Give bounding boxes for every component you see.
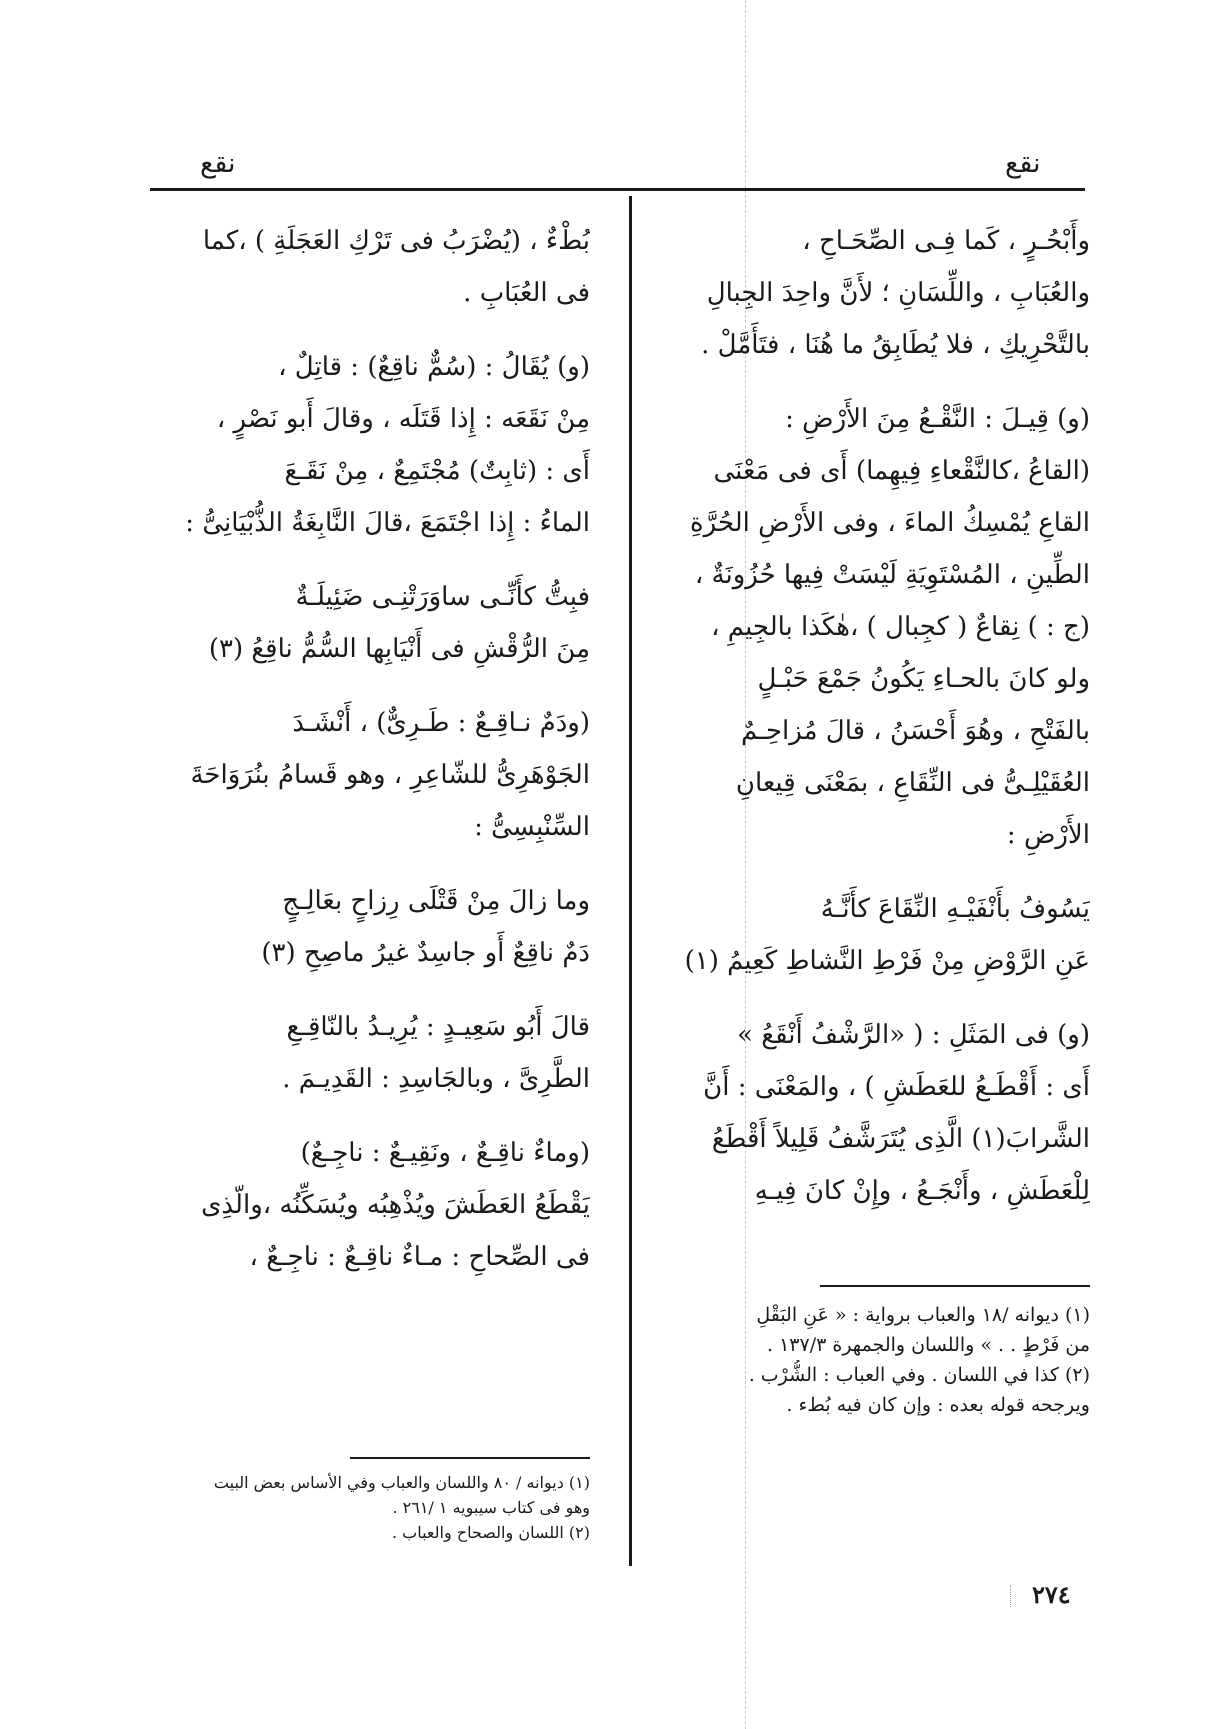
paragraph-gap — [150, 1105, 590, 1127]
text-line: فى الصِّحاحِ : مـاءٌ ناقِـعٌ : ناجِـعٌ ، — [249, 1242, 590, 1272]
paragraph-gap — [150, 979, 590, 1001]
header-word-right: نقع — [1005, 148, 1041, 179]
footnotes-right — [655, 1300, 1090, 1420]
text-line: بالتَّحْرِيكِ ، فلا يُطَابِقُ ما هُنَا ، فتَأَمَّلْ . — [701, 330, 1090, 360]
text-line: يَقْطَعُ العَطَشَ ويُذْهِبُه ويُسَكِّنُه ،والّذِى — [201, 1190, 590, 1220]
text-line: ولو كانَ بالحـاءِ يَكُونُ جَمْعَ حَبْـلٍ — [757, 664, 1090, 694]
footnote-line: ويرجحه قوله بعده : وإن كان فيه بُطء . — [786, 1394, 1090, 1416]
right-column — [658, 215, 1090, 1217]
text-line: بُطْءٌ ، (يُضْرَبُ فى تَرْكِ العَجَلَةِ ) ،كما — [202, 226, 590, 256]
paragraph-gap — [658, 371, 1090, 393]
text-line: (القاعُ ،كالنَّقْعاءِ فِيهِما) أَى فى مَعْنَى — [713, 456, 1090, 486]
footnotes-left — [150, 1470, 590, 1545]
footnote-line: وهو فى كتاب سيبويه ١ /٢٦١ . — [392, 1498, 590, 1517]
text-line: (وماءٌ ناقِـعٌ ، ونَقِيـعٌ : ناجِـعٌ) — [300, 1138, 590, 1168]
left-column — [150, 215, 590, 1283]
footnote-line: (١) ديوانه / ٨٠ واللسان والعباب وفي الأساس بعض البيت — [213, 1473, 590, 1492]
text-line: (و) فى المَثَلِ : ( «الرَّشْفُ أَنْقَعُ » — [737, 1020, 1090, 1050]
text-line: الأَرْضِ : — [1006, 820, 1090, 850]
text-line: (و) قِيـلَ : النَّقْـعُ مِنَ الأَرْضِ : — [785, 404, 1090, 434]
paragraph-gap — [150, 675, 590, 697]
text-line: وأَبْحُـرٍ ، كَما فِـى الصِّحَـاحِ ، — [802, 226, 1090, 256]
text-line: السِّنْبِسِىُّ : — [474, 812, 590, 842]
footnote-rule-left — [350, 1457, 590, 1459]
footnote-line: من فَرْطٍ . . » واللسان والجمهرة ١٣٧/٣ . — [767, 1334, 1090, 1356]
text-line: يَسُوفُ بأَنْفَيْـهِ النِّقَاعَ كأَنَّـهُ — [820, 894, 1090, 924]
text-line: والعُبَابِ ، واللِّسَانِ ؛ لأَنَّ واحِدَ الجِبالِ — [706, 278, 1090, 308]
text-line: العُقَيْلِـىُّ فى النِّقَاعِ ، بمَعْنَى قِيعانِ — [735, 768, 1090, 798]
text-line: قالَ أَبُو سَعِيـدٍ : يُرِيـدُ بالنّاقِـعِ — [286, 1012, 590, 1042]
text-line: الجَوْهَرِىُّ للشّاعِرِ ، وهو قَسامُ بنُرَوَاحَةَ — [190, 760, 590, 790]
text-line: مِنَ الرُّقْشِ فى أَنْيَابِها السُّمُّ ناقِعُ (٣) — [208, 634, 590, 664]
text-line: (و) يُقَالُ : (سُمٌّ ناقِعٌ) : قاتِلٌ ، — [278, 352, 590, 382]
page-number: ٢٧٤ — [1032, 1580, 1071, 1609]
footnote-line: (١) ديوانه /١٨ والعباب برواية : « عَنِ البَقْلِ — [756, 1304, 1090, 1326]
text-line: لِلْعَطَشِ ، وأَنْجَـعُ ، وإِنْ كانَ فِيـهِ — [754, 1176, 1090, 1206]
footnote-line: (٢) كذا في اللسان . وفي العباب : الشُّرْب . — [748, 1364, 1090, 1386]
text-line: دَمٌ ناقِعٌ أَو جاسِدٌ غيرُ ماصِحِ (٣) — [261, 938, 590, 968]
paragraph-gap — [150, 853, 590, 875]
paragraph-gap — [150, 549, 590, 571]
text-line: (ج : ) نِقاعٌ ( كجِبال ) ،هٰكَذا بالجِيمِ ، — [711, 612, 1090, 642]
text-line: الطِّينِ ، المُسْتَوِيَةِ لَيْسَتْ فِيها حُزُونَةٌ ، — [694, 560, 1090, 590]
text-line: الشَّرابَ(١) الَّذِى يُتَرَشَّفُ قَلِيلاً أَقْطَعُ — [711, 1124, 1090, 1154]
paragraph-gap — [658, 987, 1090, 1009]
text-line: (ودَمٌ نـاقِـعٌ : طَـرِىٌّ) ، أَنْشَـدَ — [292, 708, 590, 738]
text-line: عَنِ الرَّوْضِ مِنْ فَرْطِ النَّشاطِ كَعِيمُ (١) — [684, 946, 1090, 976]
text-line: أَى : أَقْطَـعُ للعَطَشِ ) ، والمَعْنَى : أَنَّ — [703, 1072, 1090, 1102]
text-line: بالفَتْحِ ، وهُوَ أَحْسَنُ ، قالَ مُزاحِـمٌ — [741, 716, 1090, 746]
text-line: القاعِ يُمْسِكُ الماءَ ، وفى الأَرْضِ الحُرَّةِ — [689, 508, 1090, 538]
text-line: أَى : (ثابِتٌ) مُجْتَمِعٌ ، مِنْ نَقَـعَ — [284, 456, 590, 486]
header-rule — [150, 188, 1085, 191]
text-line: الطَّرِىَّ ، وبالجَاسِدِ : القَدِيـمَ . — [282, 1064, 590, 1094]
text-line: الماءُ : إِذا اجْتَمَعَ ،قالَ النَّابِغَةُ الذُّبْيَانِىُّ : — [185, 508, 590, 538]
footnote-rule-right — [820, 1285, 1090, 1287]
footnote-line: (٢) اللسان والصحاح والعباب . — [391, 1523, 590, 1542]
paragraph-gap — [658, 861, 1090, 883]
text-line: فى العُبَابِ . — [463, 278, 590, 308]
text-line: وما زالَ مِنْ قَتْلَى رِزاحٍ بعَالِـجٍ — [282, 886, 590, 916]
header-word-left: نقع — [200, 148, 236, 179]
margin-mark — [1010, 1585, 1011, 1607]
text-line: مِنْ نَقَعَه : إِذا قَتَلَه ، وقالَ أَبو نَصْرٍ ، — [216, 404, 590, 434]
text-line: فبِتُّ كأَنِّـى ساوَرَتْنِـى ضَئِيلَـةٌ — [295, 582, 590, 612]
column-divider — [629, 196, 632, 1566]
paragraph-gap — [150, 319, 590, 341]
